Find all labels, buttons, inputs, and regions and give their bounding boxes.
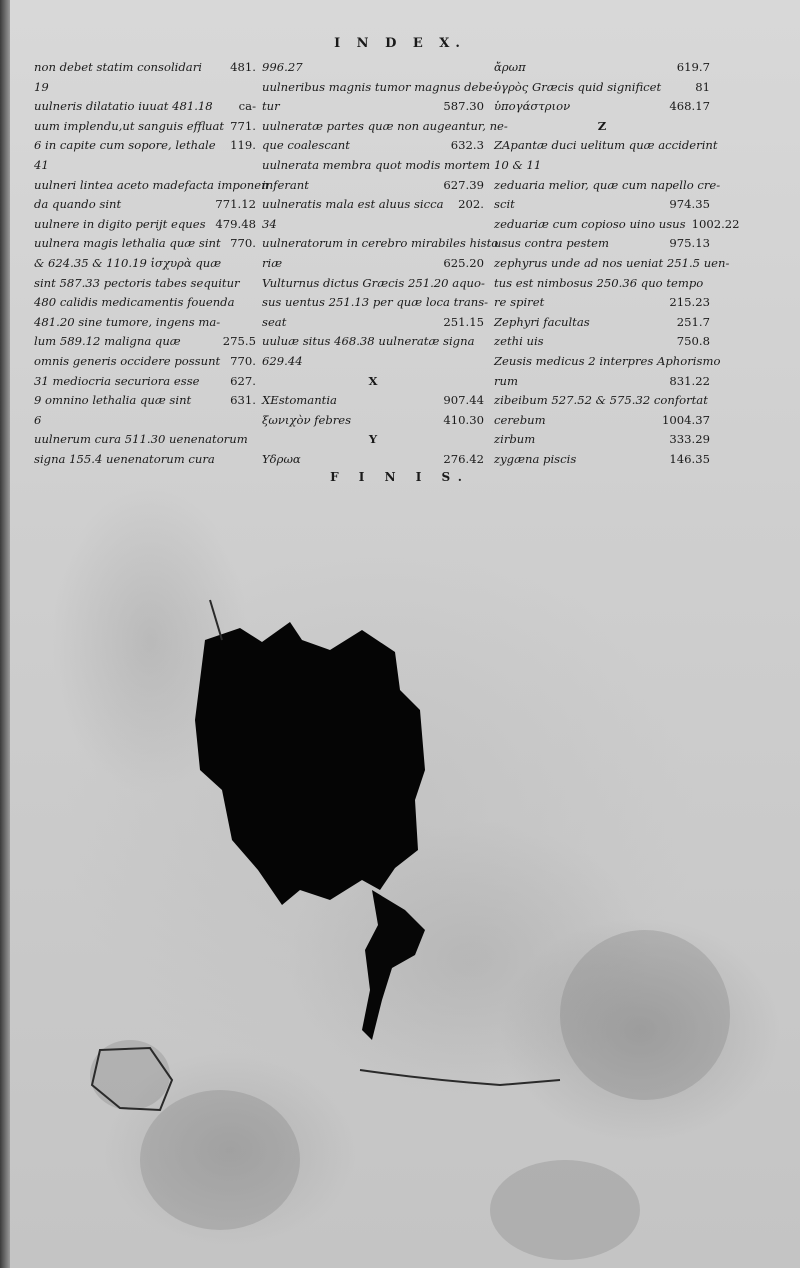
entry-text: uulneris dilatatio iuuat 481.18 — [34, 99, 213, 114]
entry-text: & 624.35 & 110.19 ἰσχυρὰ quæ — [34, 255, 222, 270]
entry-page-ref: 587.30 — [443, 99, 484, 114]
entry-text: omnis generis occidere possunt — [34, 353, 221, 368]
entry-text: 481.20 sine tumore, ingens ma- — [34, 314, 221, 329]
entry-text: cerebum — [494, 412, 546, 427]
entry-page-ref: 333.29 — [669, 432, 710, 447]
entry-page-ref: 771.12 — [215, 197, 256, 212]
entry-page-ref: 146.35 — [669, 451, 710, 466]
entry-text: X — [368, 373, 378, 388]
entry-text: 6 — [34, 412, 42, 427]
entry-text: uulnerum cura 511.30 uenenatorum — [34, 432, 248, 447]
entry-page-ref: 974.35 — [669, 197, 710, 212]
entry-text: Zephyri facultas — [494, 314, 590, 329]
entry-text: zeduaria melior, quæ cum napello cre- — [494, 177, 721, 192]
entry-page-ref: 81 — [695, 79, 710, 94]
entry-text: Yδρωα — [262, 451, 301, 466]
entry-text: da quando sint — [34, 197, 122, 212]
entry-text: 9 omnino lethalia quæ sint — [34, 393, 192, 408]
entry-page-ref: 627. — [230, 373, 256, 388]
entry-page-ref: 631. — [230, 393, 256, 408]
entry-text: inferant — [262, 177, 309, 192]
finis-text: F I N I S. — [330, 470, 470, 484]
entry-page-ref: 468.17 — [669, 99, 710, 114]
entry-page-ref: 975.13 — [669, 236, 710, 251]
entry-text: uulnera magis lethalia quæ sint — [34, 236, 221, 251]
entry-text: 31 mediocria securiora esse — [34, 373, 200, 388]
entry-page-ref: 215.23 — [669, 295, 710, 310]
entry-text: usus contra pestem — [494, 236, 610, 251]
entry-text: riæ — [262, 255, 283, 270]
entry-text: uulneratæ partes quæ non augeantur, ne- — [262, 118, 508, 133]
entry-text: uulneratorum in cerebro mirabiles histo — [262, 236, 499, 251]
entry-text: uuluæ situs 468.38 uulneratæ signa — [262, 334, 475, 349]
entry-text: 34 — [262, 216, 277, 231]
entry-page-ref: 619.7 — [676, 60, 710, 74]
entry-text: ἄρωπ — [494, 60, 526, 74]
entry-text: 41 — [34, 157, 49, 172]
entry-page-ref: 907.44 — [443, 393, 484, 408]
entry-text: 996.27 — [262, 60, 303, 74]
entry-text: ξωνιχὸν febres — [262, 412, 352, 427]
entry-text: Zeusis medicus 2 interpres Aphorismo — [494, 353, 721, 368]
entry-text: uum implendu,ut sanguis effluat — [34, 118, 225, 133]
entry-page-ref: 479.48 — [215, 216, 256, 231]
entry-page-ref: ca- — [238, 99, 256, 114]
entry-text: tur — [262, 99, 280, 114]
entry-text: 19 — [34, 79, 49, 94]
entry-page-ref: 276.42 — [443, 451, 484, 466]
entry-text: ὑπογάστριον — [494, 99, 571, 114]
entry-page-ref: 831.22 — [669, 373, 710, 388]
entry-page-ref: 1002.22 — [691, 216, 740, 231]
entry-page-ref: 202. — [458, 197, 484, 212]
entry-text: zethi uis — [494, 334, 544, 349]
entry-page-ref: 119. — [230, 138, 256, 153]
entry-page-ref: 481. — [230, 60, 256, 74]
entry-page-ref: 632.3 — [450, 138, 484, 153]
entry-text: tus est nimbosus 250.36 quo tempo — [494, 275, 704, 290]
entry-text: zygæna piscis — [494, 451, 577, 466]
entry-text: re spiret — [494, 295, 545, 310]
entry-page-ref: 1004.37 — [662, 412, 710, 427]
entry-page-ref: 275.5 — [222, 334, 256, 349]
entry-text: ὑγρὸς Græcis quid significet — [494, 79, 662, 94]
entry-text: zeduariæ cum copioso uino usus — [494, 216, 686, 231]
entry-text: ZApantæ duci uelitum quæ acciderint — [494, 138, 718, 153]
entry-text: sint 587.33 pectoris tabes sequitur — [34, 275, 240, 290]
entry-text: Vulturnus dictus Græcis 251.20 aquo- — [262, 275, 485, 290]
entry-text: zephyrus unde ad nos ueniat 251.5 uen- — [494, 255, 730, 270]
entry-text: non debet statim consolidari — [34, 60, 202, 74]
entry-text: 10 & 11 — [494, 157, 542, 172]
entry-text: seat — [262, 314, 287, 329]
entry-text: XEstomantia — [262, 393, 337, 408]
entry-text: uulneribus magnis tumor magnus debe- — [262, 79, 497, 94]
entry-text: 480 calidis medicamentis fouenda — [34, 295, 235, 310]
index-header: I N D E X. — [334, 36, 466, 51]
entry-page-ref: 750.8 — [676, 334, 710, 349]
entry-text: Y — [368, 432, 378, 447]
entry-page-ref: 770. — [230, 236, 256, 251]
entry-text: Z — [597, 118, 607, 133]
entry-text: zirbum — [494, 432, 536, 447]
entry-text: 6 in capite cum sopore, lethale — [34, 138, 216, 153]
entry-page-ref: 625.20 — [443, 255, 484, 270]
entry-text: que coalescant — [262, 138, 350, 153]
entry-text: 629.44 — [262, 353, 303, 368]
entry-page-ref: 771. — [230, 118, 256, 133]
entry-text: uulnere in digito perijt eques — [34, 216, 206, 231]
entry-page-ref: 251.15 — [443, 314, 484, 329]
entry-text: uulneri lintea aceto madefacta imponen — [34, 177, 269, 192]
entry-text: zibeibum 527.52 & 575.32 confortat — [494, 393, 708, 408]
entry-text: uulnerata membra quot modis mortem — [262, 157, 491, 172]
entry-text: scit — [494, 197, 515, 212]
entry-page-ref: 770. — [230, 353, 256, 368]
entry-text: signa 155.4 uenenatorum cura — [34, 451, 215, 466]
entry-text: sus uentus 251.13 per quæ loca trans- — [262, 295, 489, 310]
entry-page-ref: 251.7 — [676, 314, 710, 329]
entry-text: lum 589.12 maligna quæ — [34, 334, 181, 349]
entry-page-ref: 627.39 — [443, 177, 484, 192]
entry-page-ref: 410.30 — [443, 412, 484, 427]
entry-text: uulneratis mala est aluus sicca — [262, 197, 444, 212]
entry-text: rum — [494, 373, 519, 388]
